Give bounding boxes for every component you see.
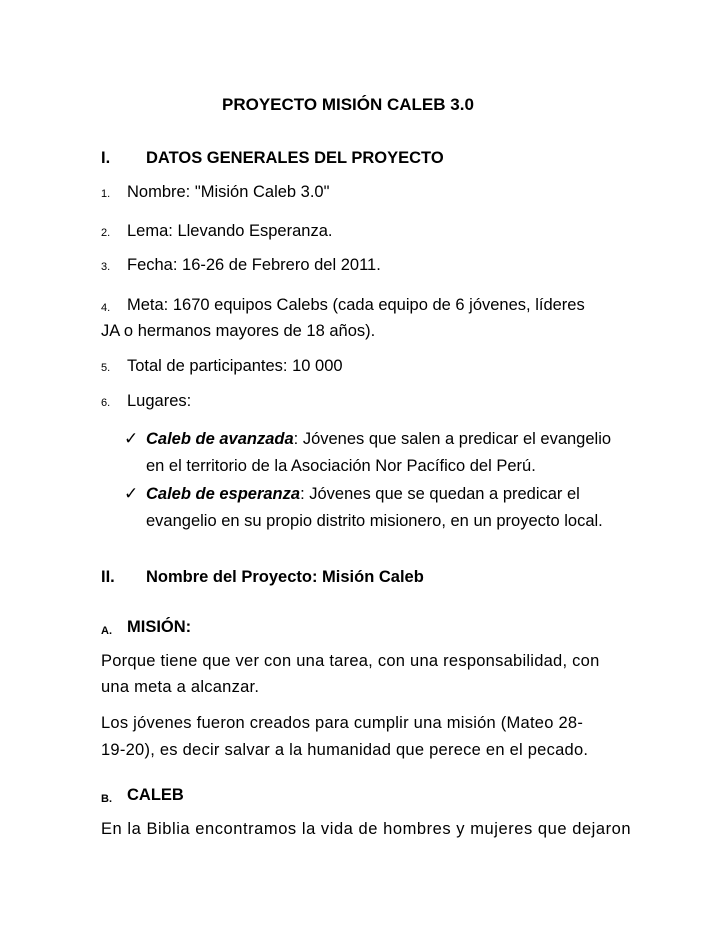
item-3-number: 3. bbox=[101, 261, 111, 273]
bullet-1-text: : Jóvenes que salen a predicar el evangelio bbox=[293, 430, 612, 448]
section-1-numeral: I. bbox=[101, 149, 111, 167]
item-5-text: Total de participantes: 10 000 bbox=[127, 357, 343, 375]
paragraph-a1-line-2: una meta a alcanzar. bbox=[101, 678, 260, 696]
bullet-1-line bbox=[146, 429, 611, 449]
item-4-continuation: JA o hermanos mayores de 18 años). bbox=[101, 322, 376, 340]
sub-b-heading: CALEB bbox=[127, 786, 184, 804]
item-1-text: Nombre: "Misión Caleb 3.0" bbox=[127, 183, 330, 201]
item-3-text: Fecha: 16-26 de Febrero del 2011. bbox=[127, 256, 381, 274]
paragraph-b1-line-1: En la Biblia encontramos la vida de hombres y mujeres que dejaron bbox=[101, 820, 632, 838]
bullet-2-continuation: evangelio en su propio distrito misionero, en un proyecto local. bbox=[146, 512, 603, 530]
section-2-heading: Nombre del Proyecto: Misión Caleb bbox=[146, 568, 424, 586]
item-5-number: 5. bbox=[101, 362, 111, 374]
paragraph-a1-line-1: Porque tiene que ver con una tarea, con una responsabilidad, con bbox=[101, 652, 600, 670]
document-title: PROYECTO MISIÓN CALEB 3.0 bbox=[222, 95, 474, 114]
item-4-text: Meta: 1670 equipos Calebs (cada equipo de 6 jóvenes, líderes bbox=[127, 296, 585, 314]
bullet-1-continuation: en el territorio de la Asociación Nor Pacífico del Perú. bbox=[146, 457, 536, 475]
sub-a-heading: MISIÓN: bbox=[127, 618, 192, 636]
item-2-text: Lema: Llevando Esperanza. bbox=[127, 222, 333, 240]
bullet-2-line bbox=[146, 484, 580, 504]
section-2-numeral: II. bbox=[101, 568, 115, 586]
sub-a-letter: A. bbox=[101, 625, 112, 637]
bullet-1-term: Caleb de avanzada bbox=[146, 430, 294, 448]
item-4-number: 4. bbox=[101, 302, 111, 314]
item-6-number: 6. bbox=[101, 397, 111, 409]
bullet-2-term: Caleb de esperanza bbox=[146, 485, 301, 503]
item-2-number: 2. bbox=[101, 227, 111, 239]
section-1-heading: DATOS GENERALES DEL PROYECTO bbox=[146, 149, 444, 167]
item-1-number: 1. bbox=[101, 188, 111, 200]
item-6-text: Lugares: bbox=[127, 392, 192, 410]
paragraph-a2-line-2: 19-20), es decir salvar a la humanidad que perece en el pecado. bbox=[101, 741, 589, 759]
checkmark-icon: ✓ bbox=[124, 429, 139, 448]
paragraph-a2-line-1: Los jóvenes fueron creados para cumplir una misión (Mateo 28- bbox=[101, 714, 584, 732]
checkmark-icon: ✓ bbox=[124, 484, 139, 503]
sub-b-letter: B. bbox=[101, 793, 112, 805]
bullet-2-text: : Jóvenes que se quedan a predicar el bbox=[300, 485, 580, 503]
